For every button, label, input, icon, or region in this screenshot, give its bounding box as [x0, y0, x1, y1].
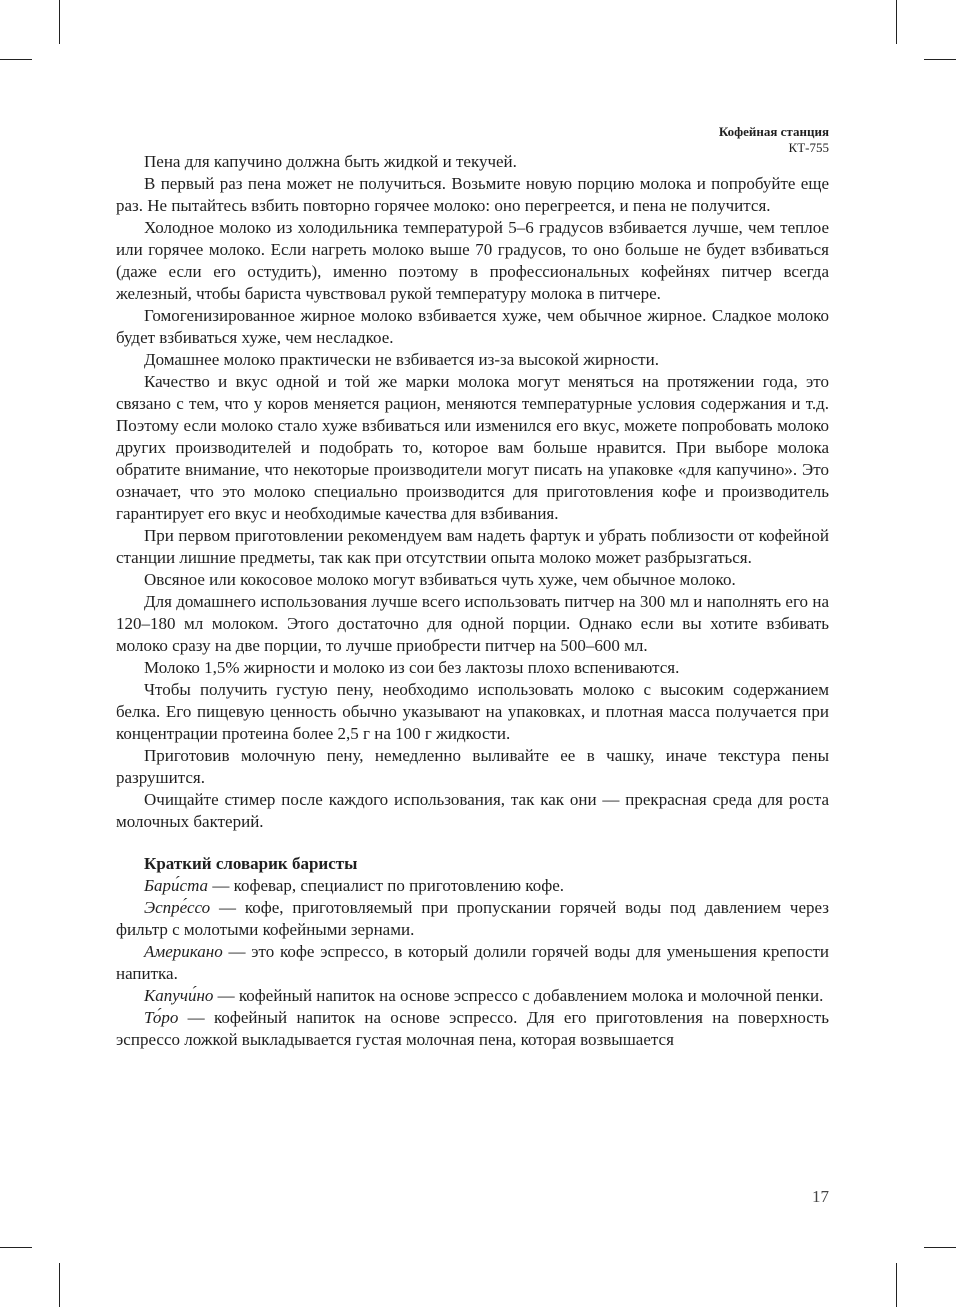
glossary-entry [116, 897, 829, 941]
glossary-term: То́ро [144, 1008, 179, 1027]
glossary-definition: — кофе, приготовляемый при пропускании горячей воды под давлением через фильтр с молотыми кофейными зернами. [116, 898, 829, 939]
glossary-definition: — кофейный напиток на основе эспрессо. Для его приготовления на поверхность эспрессо ложкой выкладывается густая молочная пена, которая возвышается [116, 1008, 829, 1049]
crop-mark [59, 1263, 60, 1307]
paragraph: При первом приготовлении рекомендуем вам надеть фартук и убрать поблизости от кофейной станции лишние предметы, так как при отсутствии опыта молоко может разбрызгаться. [116, 526, 829, 567]
paragraph: Чтобы получить густую пену, необходимо использовать молоко с высоким содержанием белка. Его пищевую ценность обычно указывают на упаковках, и плотная масса получается при концентрации протеина более 2,5 г на 100 г жидкости. [116, 680, 829, 743]
glossary-term: Бари́ста [144, 876, 209, 895]
paragraph: Качество и вкус одной и той же марки молока могут меняться на протяжении года, это связано с тем, что у коров меняется рацион, меняются температурные условия содержания и т.д. Поэтому если молоко стало хуже взбиваться или изменился его вкус, можете попробовать молоко других производителей и подобрать то, которое вам больше нравится. При выборе молока обратите внимание, что некоторые производители могут писать на упаковке «для капучино». Это означает, что это молоко специально производится для приготовления кофе и производитель гарантирует его вкус и необходимые качества для взбивания. [116, 372, 829, 523]
paragraph: Приготовив молочную пену, немедленно выливайте ее в чашку, иначе текстура пены разрушится. [116, 746, 829, 787]
glossary-term: Эспре́ссо [144, 898, 211, 917]
glossary-entry [116, 941, 829, 985]
glossary-term: Американо [144, 942, 223, 961]
paragraph: В первый раз пена может не получиться. Возьмите новую порцию молока и попробуйте еще раз. Не пытайтесь взбить повторно горячее молоко: оно перегреется, и пена не получится. [116, 174, 829, 215]
paragraph: Холодное молоко из холодильника температурой 5–6 градусов взбивается лучше, чем теплое или горячее молоко. Если нагреть молоко выше 70 градусов, то оно больше не будет взбиваться (даже если его остудить), именно поэтому в профессиональных кофейнях питчер всегда железный, чтобы бариста чувствовал рукой температуру молока в питчере. [116, 218, 829, 303]
crop-mark [59, 0, 60, 44]
crop-mark [924, 59, 956, 60]
paragraph: Домашнее молоко практически не взбивается из-за высокой жирности. [144, 350, 659, 369]
page-number: 17 [812, 1187, 829, 1206]
glossary-term: Капучи́но [144, 986, 214, 1005]
crop-mark [0, 59, 32, 60]
glossary-entry [116, 875, 829, 897]
glossary-entry [116, 1007, 829, 1051]
paragraph: Гомогенизированное жирное молоко взбивается хуже, чем обычное жирное. Сладкое молоко будет взбиваться хуже, чем несладкое. [116, 306, 829, 347]
paragraph: Пена для капучино должна быть жидкой и текучей. [144, 152, 517, 171]
glossary-heading: Краткий словарик баристы [144, 854, 358, 873]
paragraph: Молоко 1,5% жирности и молоко из сои без лактозы плохо вспениваются. [144, 658, 680, 677]
crop-mark [896, 1263, 897, 1307]
glossary-definition: — это кофе эспрессо, в который долили горячей воды для уменьшения крепости напитка. [116, 942, 829, 983]
glossary-definition: — кофейный напиток на основе эспрессо с добавлением молока и молочной пенки. [213, 986, 824, 1005]
paragraph: Овсяное или кокосовое молоко могут взбиваться чуть хуже, чем обычное молоко. [144, 570, 736, 589]
paragraph: Очищайте стимер после каждого использования, так как они — прекрасная среда для роста молочных бактерий. [116, 790, 829, 831]
glossary-definition: — кофевар, специалист по приготовлению кофе. [208, 876, 565, 895]
paragraph: Для домашнего использования лучше всего использовать питчер на 300 мл и наполнять его на 120–180 мл молоком. Этого достаточно для одной порции. Однако если вы хотите взбивать молоко сразу на две порции, то лучше приобрести питчер на 500–600 мл. [116, 592, 829, 655]
crop-mark [924, 1247, 956, 1248]
glossary-entry [116, 985, 829, 1007]
running-head-title: Кофейная станция [718, 124, 829, 139]
crop-mark [896, 0, 897, 44]
running-head-model: КТ-755 [788, 140, 829, 155]
crop-mark [0, 1247, 32, 1248]
body-text [116, 151, 829, 1051]
